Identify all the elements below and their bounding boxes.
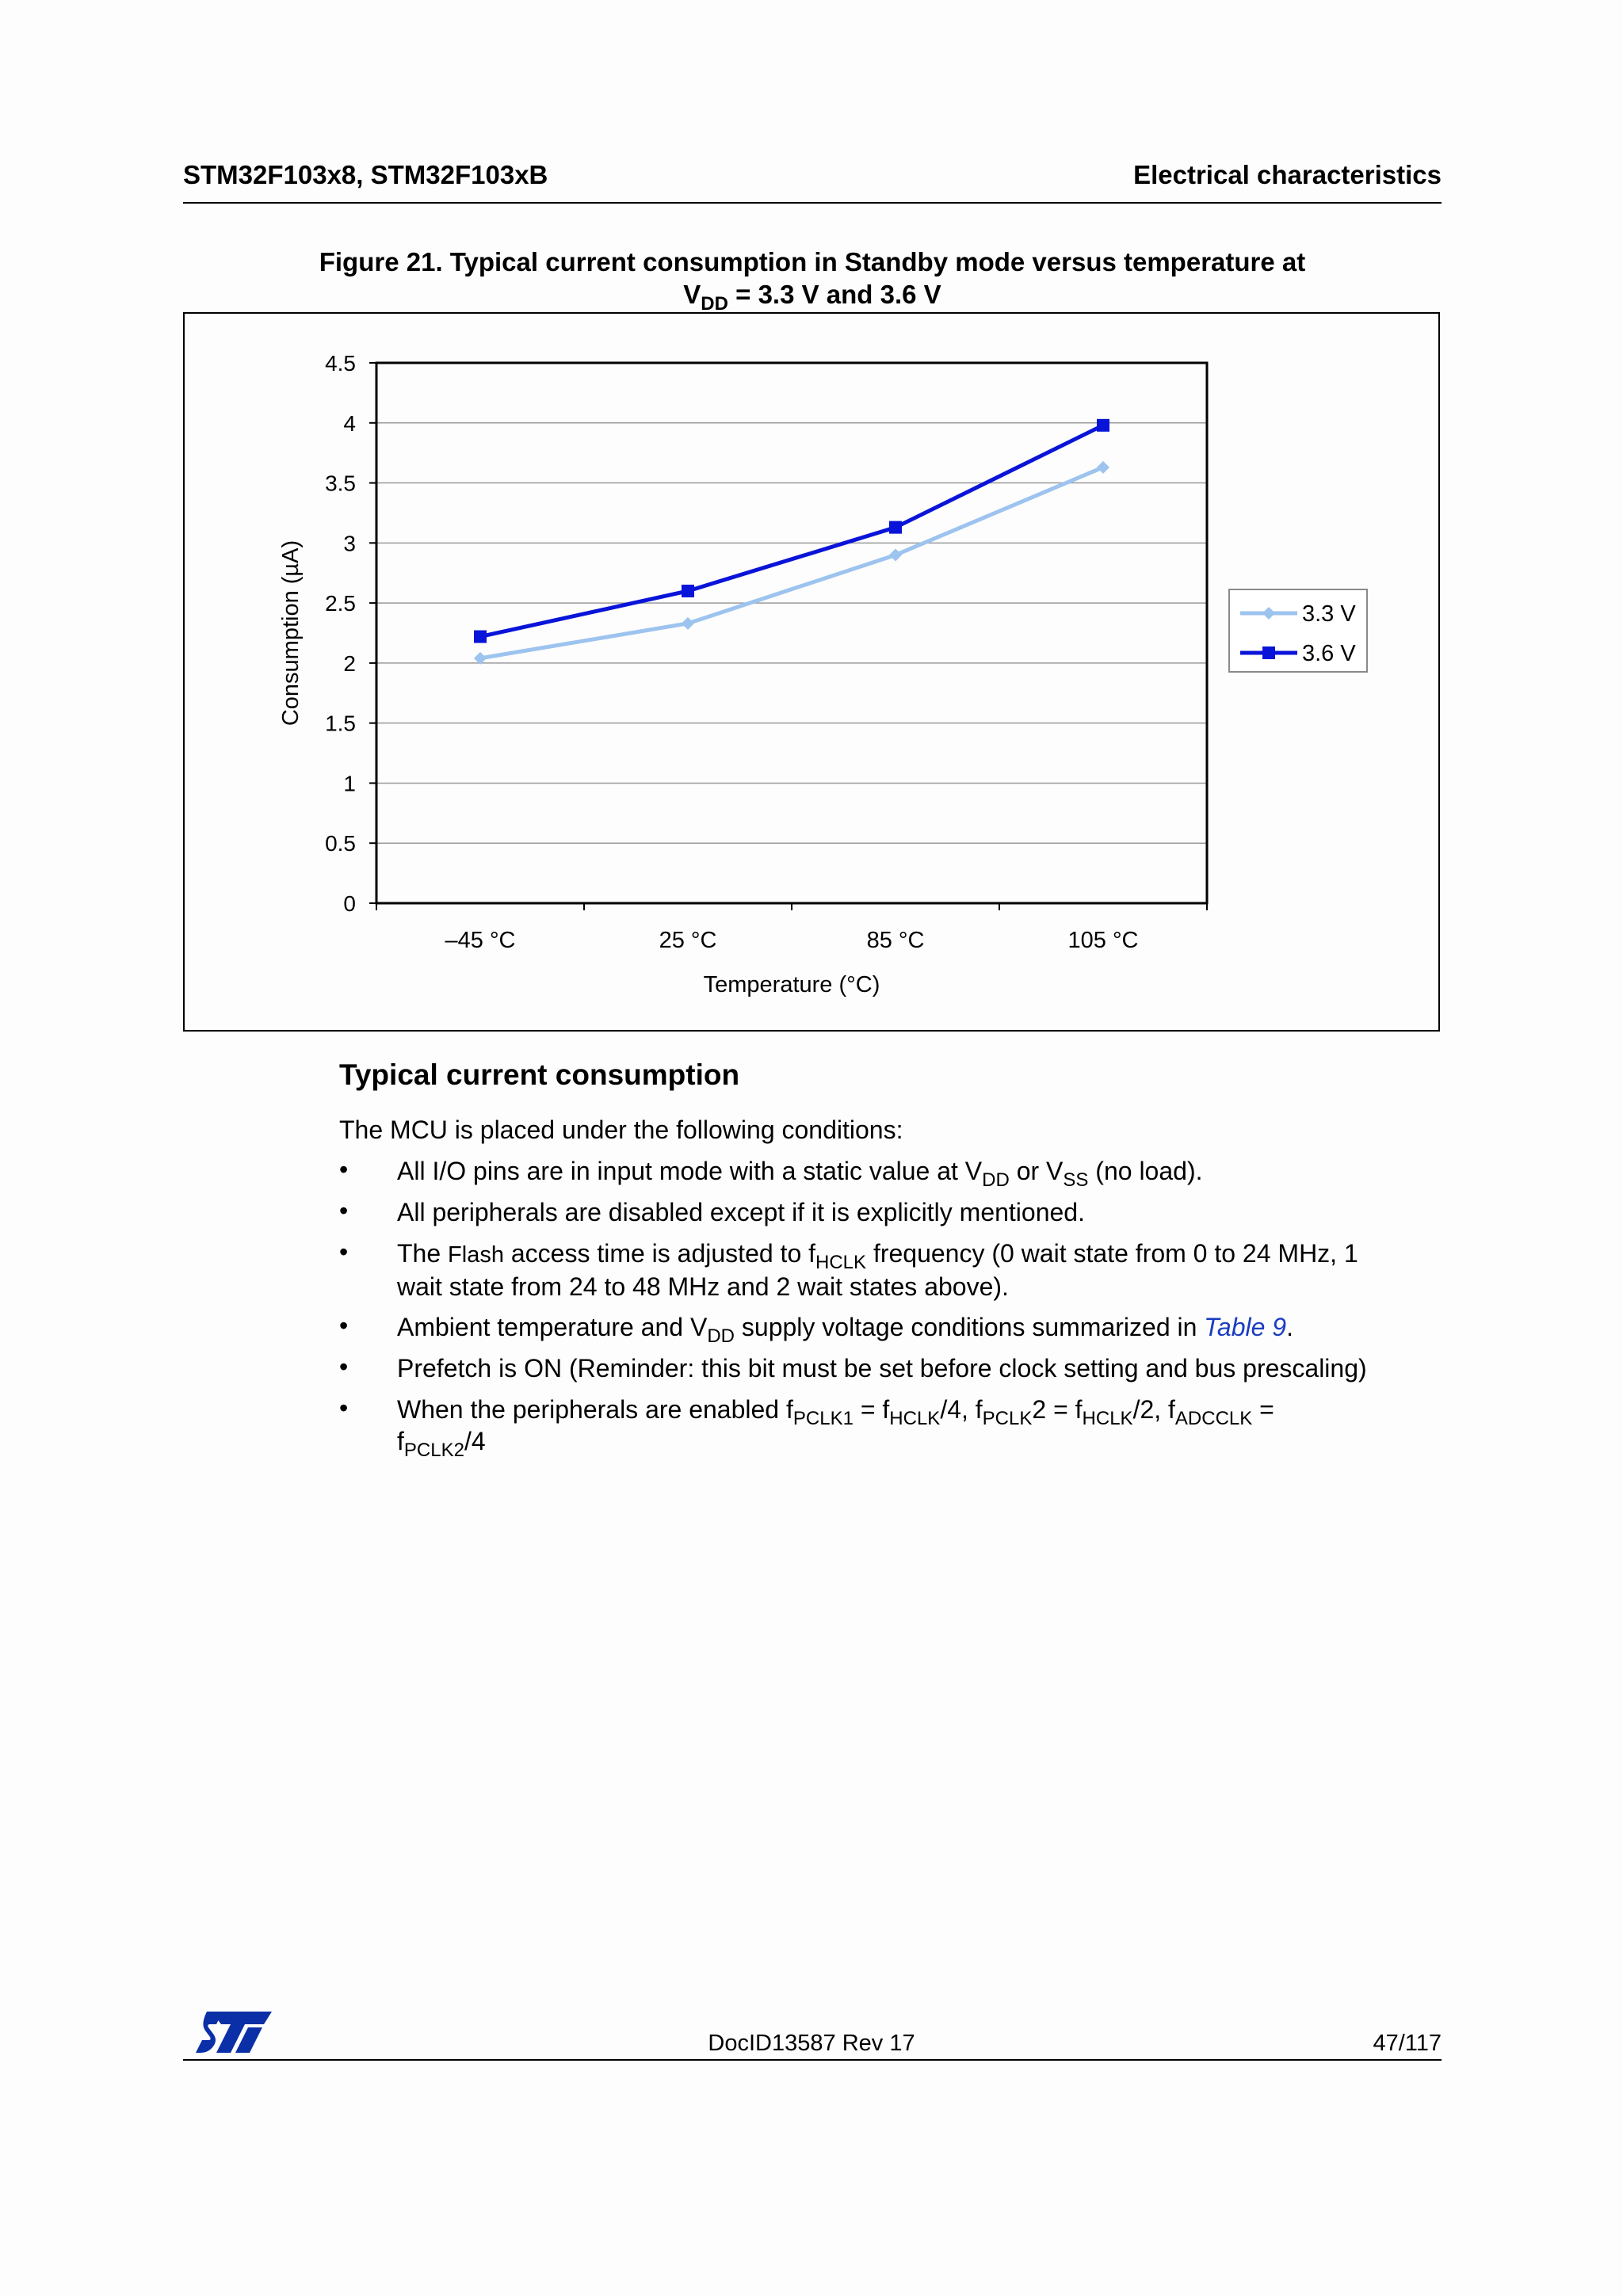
series-line — [480, 425, 1103, 637]
bullet-symbol: • — [339, 1155, 349, 1184]
y-tick-label: 0.5 — [325, 831, 356, 856]
y-axis-label: Consumption (µA) — [278, 540, 304, 727]
x-tick-label: 105 °C — [1067, 928, 1139, 953]
bullet-symbol: • — [339, 1311, 349, 1340]
y-tick-label: 3 — [343, 531, 356, 556]
section-title: Typical current consumption — [339, 1058, 740, 1091]
data-point-square — [682, 585, 694, 597]
footer-rule — [183, 2059, 1442, 2061]
data-point-square — [1097, 419, 1109, 432]
bullet-item-ambient-temp: Ambient temperature and $V_{DD}$ supply voltage conditions summarized in Table 9. — [397, 1313, 1293, 1347]
figure-title-line2: $V_{DD} = 3.3$ V and 3.6 V — [683, 280, 941, 315]
x-tick-label: 25 °C — [659, 928, 717, 953]
section-intro: The MCU is placed under the following conditions: — [339, 1116, 903, 1144]
y-tick-label: 1.5 — [325, 711, 356, 736]
y-tick-label: 2.5 — [325, 591, 356, 616]
y-tick-label: 4 — [343, 410, 356, 436]
chart-legend — [1229, 589, 1367, 672]
y-tick-label: 1 — [343, 771, 356, 796]
bullet-item-prefetch: Prefetch is ON (Reminder: this bit must be set before clock setting and bus prescaling) — [397, 1354, 1367, 1383]
x-tick-label: 85 °C — [866, 928, 925, 953]
bullet-item-peripheral-clocks: When the peripherals are enabled $f_{PCLK1} = f_{HCLK}/4$, $f_{PCLK}2 = f_{HCLK}/2$, $f_{ADCCLK}$ = $f_{PCLK2}/4$ — [397, 1395, 1274, 1461]
bullet-symbol: • — [339, 1394, 349, 1422]
bullet-symbol: • — [339, 1196, 349, 1225]
doc-id: DocID13587 Rev 17 — [708, 2031, 915, 2056]
header-rule — [183, 202, 1442, 204]
data-point-diamond — [889, 548, 902, 561]
data-point-diamond — [1097, 461, 1109, 474]
legend-label: 3.6 V — [1302, 641, 1356, 666]
table-9-link[interactable]: Table 9 — [1204, 1313, 1287, 1341]
document-header-left: STM32F103x8, STM32F103xB — [183, 160, 548, 189]
x-axis-label: Temperature (°C) — [703, 972, 880, 997]
document-header-right: Electrical characteristics — [1133, 160, 1442, 189]
series-line — [480, 467, 1103, 658]
consumption-chart — [185, 314, 1438, 1030]
bullet-symbol: • — [339, 1238, 349, 1266]
y-tick-label: 4.5 — [325, 351, 356, 376]
figure-title-line1: Figure 21. Typical current consumption in Standby mode versus temperature at — [319, 247, 1306, 277]
legend-label: 3.3 V — [1302, 601, 1356, 627]
y-tick-label: 3.5 — [325, 471, 356, 496]
data-point-square — [474, 631, 487, 643]
bullet-item-io-pins: All I/O pins are in input mode with a static value at $V_{DD}$ or $V_{SS}$ (no load). — [397, 1157, 1203, 1191]
y-tick-label: 0 — [343, 891, 356, 916]
page-number: 47/117 — [1373, 2031, 1442, 2056]
bullet-item-flash-access: The Flash access time is adjusted to $f_{HCLK}$ frequency (0 wait state from 0 to 24 MHz, 1 wait state from 24 to 48 MHz and 2 wait states above). — [397, 1239, 1358, 1301]
bullet-symbol: • — [339, 1352, 349, 1381]
x-tick-label: –45 °C — [445, 928, 516, 953]
figure-title — [183, 246, 1442, 315]
data-point-square — [889, 521, 902, 534]
y-tick-label: 2 — [343, 650, 356, 676]
bullet-item-peripherals-disabled: All peripherals are disabled except if it is explicitly mentioned. — [397, 1198, 1085, 1226]
figure-frame — [183, 312, 1440, 1032]
data-point-diamond — [682, 617, 694, 630]
legend-marker — [1262, 646, 1275, 659]
